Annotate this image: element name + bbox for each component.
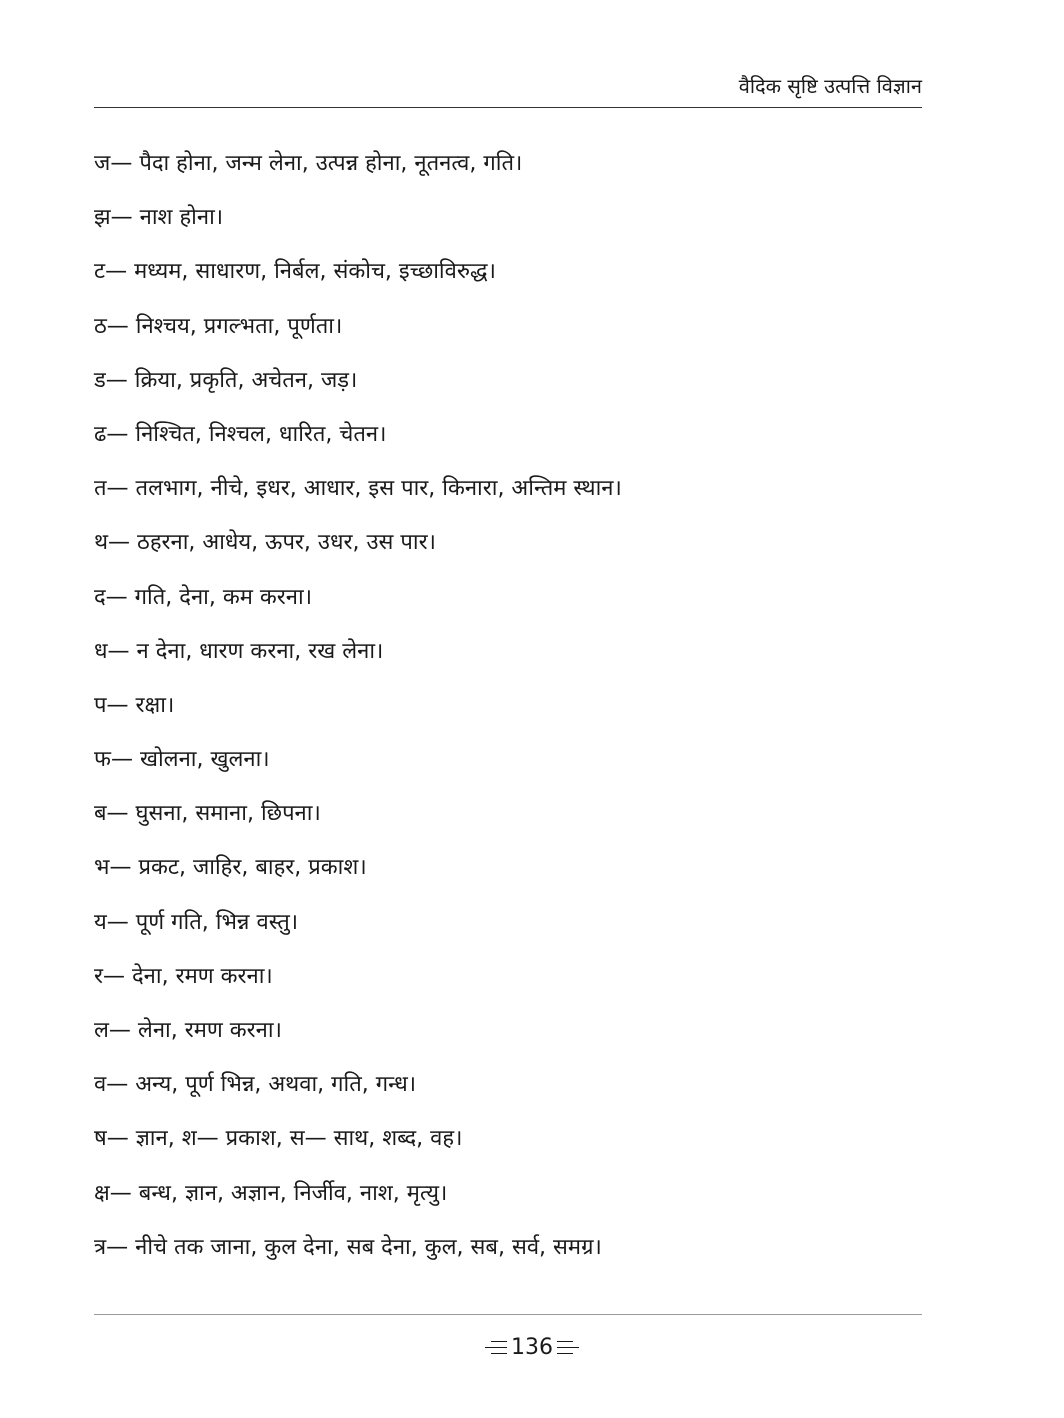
header-divider	[94, 107, 922, 108]
page-footer	[0, 1330, 1064, 1366]
list-item: त— तलभाग, नीचे, इधर, आधार, इस पार, किनारा, अन्तिम स्थान।	[94, 476, 622, 502]
list-item: ष— ज्ञान, श— प्रकाश, स— साथ, शब्द, वह।	[94, 1126, 463, 1152]
letter-meaning-list	[94, 142, 922, 1280]
list-item: झ— नाश होना।	[94, 205, 224, 231]
page-number: 136	[511, 1335, 553, 1360]
list-item: ड— क्रिया, प्रकृति, अचेतन, जड़।	[94, 367, 358, 393]
list-item: क्ष— बन्ध, ज्ञान, अज्ञान, निर्जीव, नाश, मृत्यु।	[94, 1180, 448, 1206]
list-item: व— अन्य, पूर्ण भिन्न, अथवा, गति, गन्ध।	[94, 1072, 417, 1098]
list-item: त्र— नीचे तक जाना, कुल देना, सब देना, कुल, सब, सर्व, समग्र।	[94, 1234, 602, 1260]
list-item: ल— लेना, रमण करना।	[94, 1018, 282, 1043]
right-ornament-icon	[557, 1341, 579, 1355]
list-item: ट— मध्यम, साधारण, निर्बल, संकोच, इच्छाविरुद्ध।	[94, 259, 496, 285]
list-item: ढ— निश्चित, निश्चल, धारित, चेतन।	[94, 421, 387, 447]
list-item: य— पूर्ण गति, भिन्न वस्तु।	[94, 909, 299, 935]
list-item: र— देना, रमण करना।	[94, 963, 273, 989]
list-item: भ— प्रकट, जाहिर, बाहर, प्रकाश।	[94, 855, 367, 881]
list-item: ज— पैदा होना, जन्म लेना, उत्पन्न होना, नूतनत्व, गति।	[94, 151, 523, 176]
running-header-title: वैदिक सृष्टि उत्पत्ति विज्ञान	[738, 74, 922, 98]
footer-divider	[94, 1314, 922, 1315]
list-item: ब— घुसना, समाना, छिपना।	[94, 801, 321, 827]
list-item: ध— न देना, धारण करना, रख लेना।	[94, 638, 384, 664]
list-item: फ— खोलना, खुलना।	[94, 747, 270, 773]
list-item: द— गति, देना, कम करना।	[94, 584, 313, 610]
left-ornament-icon	[485, 1341, 507, 1355]
list-item: ठ— निश्चय, प्रगल्भता, पूर्णता।	[94, 313, 343, 339]
list-item: प— रक्षा।	[94, 692, 175, 718]
list-item: थ— ठहरना, आधेय, ऊपर, उधर, उस पार।	[94, 530, 436, 556]
